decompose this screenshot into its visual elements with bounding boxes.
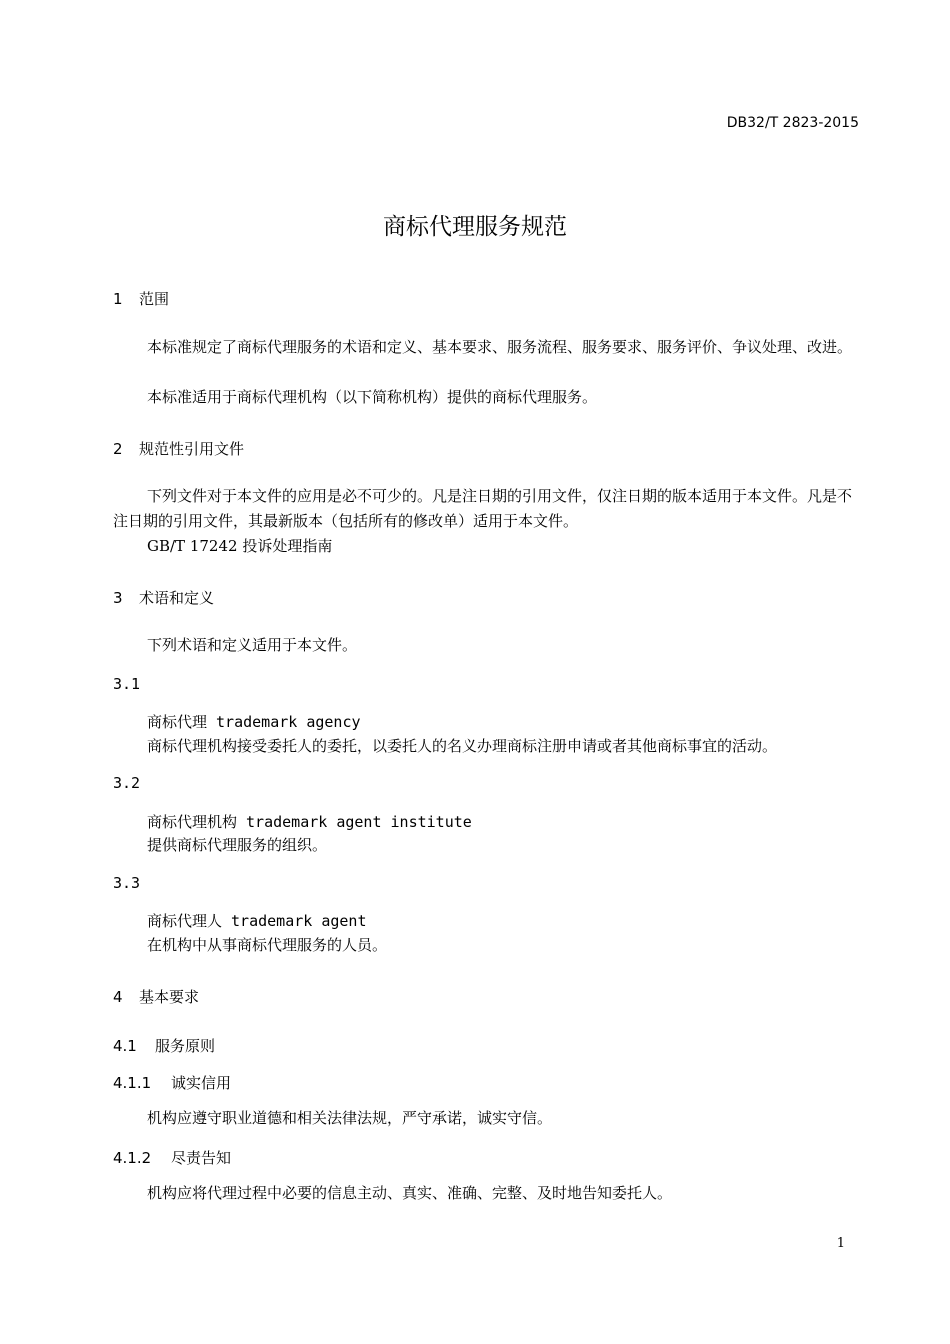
term-3-1-number: 3.1: [113, 675, 141, 693]
term-3-3-number: 3.3: [113, 874, 141, 892]
section-title: 术语和定义: [139, 589, 215, 607]
page-number: 1: [836, 1236, 845, 1251]
clause-4-1-2-text: 机构应将代理过程中必要的信息主动、真实、准确、完整、及时地告知委托人。: [147, 1184, 673, 1202]
document-title: 商标代理服务规范: [383, 214, 567, 240]
section-title: 规范性引用文件: [139, 440, 245, 458]
section-number: 2: [113, 440, 123, 458]
clause-title: 尽责告知: [171, 1149, 232, 1167]
term-3-3-definition: 在机构中从事商标代理服务的人员。: [147, 936, 388, 954]
subsection-4-1-heading: [113, 1035, 215, 1056]
section-number: 3: [113, 589, 123, 607]
clause-4-1-1-heading: [113, 1072, 231, 1093]
clause-4-1-1-text: 机构应遵守职业道德和相关法律法规，严守承诺，诚实守信。: [147, 1109, 553, 1127]
section-4-heading: [113, 986, 199, 1007]
clause-number: 4.1.2: [113, 1149, 152, 1167]
term-3-3-title: 商标代理人 trademark agent: [147, 912, 367, 930]
section-2-paragraph-1: 下列文件对于本文件的应用是必不可少的。凡是注日期的引用文件，仅注日期的版本适用于本文件。凡是不注日期的引用文件，其最新版本（包括所有的修改单）适用于本文件。: [113, 487, 853, 530]
section-1-paragraph-1: 本标准规定了商标代理服务的术语和定义、基本要求、服务流程、服务要求、服务评价、争议处理、改进。: [147, 338, 853, 356]
document-number: DB32/T 2823-2015: [726, 115, 859, 131]
section-3-heading: [113, 587, 214, 608]
clause-4-1-2-heading: [113, 1147, 231, 1168]
term-3-2-number: 3.2: [113, 774, 141, 792]
subsection-number: 4.1: [113, 1037, 137, 1055]
section-2-reference: GB/T 17242 投诉处理指南: [147, 537, 333, 555]
section-title: 基本要求: [139, 988, 200, 1006]
section-3-intro: 下列术语和定义适用于本文件。: [147, 636, 358, 654]
section-1-paragraph-2: 本标准适用于商标代理机构（以下简称机构）提供的商标代理服务。: [147, 388, 598, 406]
section-number: 1: [113, 290, 123, 308]
clause-number: 4.1.1: [113, 1074, 152, 1092]
term-3-2-title: 商标代理机构 trademark agent institute: [147, 813, 472, 831]
section-2-heading: [113, 438, 244, 459]
term-3-2-definition: 提供商标代理服务的组织。: [147, 836, 328, 854]
subsection-title: 服务原则: [155, 1037, 216, 1055]
section-number: 4: [113, 988, 123, 1006]
clause-title: 诚实信用: [171, 1074, 232, 1092]
term-3-1-definition: 商标代理机构接受委托人的委托，以委托人的名义办理商标注册申请或者其他商标事宜的活动。: [147, 737, 778, 755]
section-title: 范围: [139, 290, 170, 308]
section-1-heading: [113, 288, 169, 309]
term-3-1-title: 商标代理 trademark agency: [147, 713, 361, 731]
